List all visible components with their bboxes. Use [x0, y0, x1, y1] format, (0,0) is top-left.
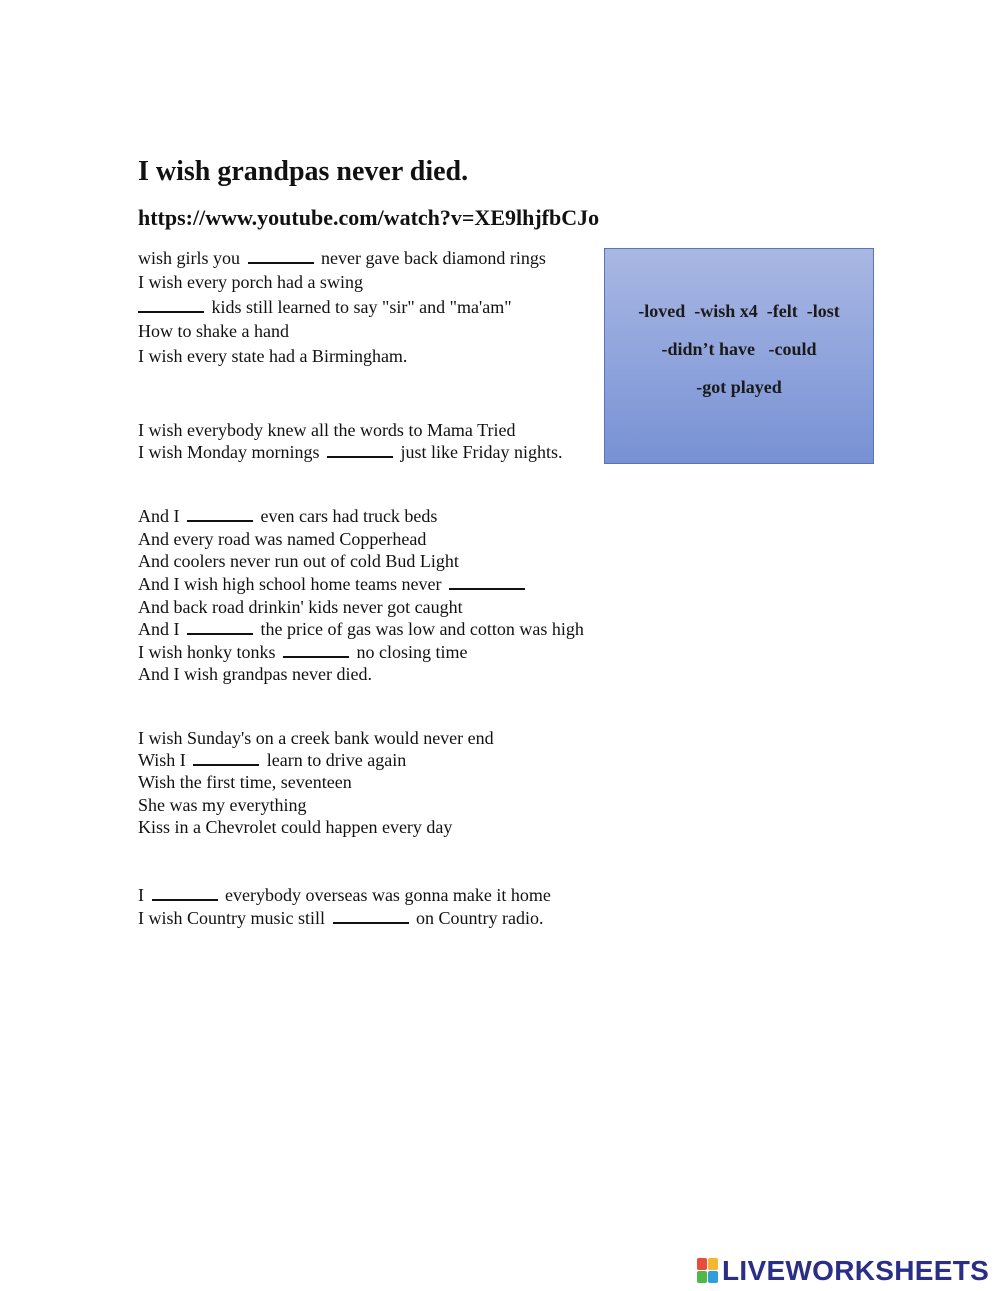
- lyric-text: wish girls you: [138, 248, 245, 268]
- answer-blank[interactable]: [248, 248, 314, 264]
- lyric-text: I wish Country music still: [138, 908, 330, 928]
- logo-block: [708, 1271, 718, 1283]
- lyric-line: How to shake a hand: [138, 321, 289, 341]
- lyric-line: And every road was named Copperhead: [138, 529, 427, 549]
- answer-blank[interactable]: [449, 574, 525, 590]
- word-bank-line: -got played: [696, 377, 782, 397]
- lyric-text: I wish honky tonks: [138, 642, 281, 662]
- lyric-text: I wish Monday mornings: [138, 442, 324, 462]
- lyric-text: learn to drive again: [262, 750, 407, 770]
- liveworksheets-logo: [697, 1256, 989, 1286]
- lyric-line: She was my everything: [138, 795, 307, 815]
- lyric-text: kids still learned to say "sir" and "ma'am": [207, 297, 512, 317]
- lyric-line: [138, 907, 544, 929]
- lyric-line: Wish the first time, seventeen: [138, 772, 352, 792]
- lyric-text: And I wish high school home teams never: [138, 574, 446, 594]
- lyric-text: never gave back diamond rings: [316, 248, 546, 268]
- word-bank-line: -didn’t have -could: [661, 339, 817, 359]
- lyric-text: everybody overseas was gonna make it home: [220, 885, 551, 905]
- lyric-line: [138, 618, 584, 640]
- lyric-text: just like Friday nights.: [396, 442, 563, 462]
- lyric-line: [138, 884, 551, 906]
- lyric-line: I wish everybody knew all the words to Mama Tried: [138, 420, 516, 440]
- answer-blank[interactable]: [193, 750, 259, 766]
- lyric-line: [138, 441, 563, 463]
- word-bank: [604, 248, 874, 464]
- worksheet-title: I wish grandpas never died.: [138, 156, 469, 187]
- lyric-text: And I: [138, 506, 184, 526]
- answer-blank[interactable]: [187, 506, 253, 522]
- lyric-line: [138, 296, 512, 318]
- lyric-line: Kiss in a Chevrolet could happen every day: [138, 817, 453, 837]
- lyric-text: on Country radio.: [411, 908, 544, 928]
- lyric-line: [138, 505, 437, 527]
- logo-block: [697, 1258, 707, 1270]
- lyric-line: [138, 573, 528, 595]
- liveworksheets-logo-text: LIVEWORKSHEETS: [722, 1255, 990, 1286]
- liveworksheets-logo-icon: [697, 1258, 719, 1284]
- lyric-line: [138, 641, 468, 663]
- answer-blank[interactable]: [138, 297, 204, 313]
- answer-blank[interactable]: [333, 908, 409, 924]
- lyric-line: And back road drinkin' kids never got caught: [138, 597, 463, 617]
- answer-blank[interactable]: [187, 619, 253, 635]
- lyric-line: I wish every porch had a swing: [138, 272, 363, 292]
- lyric-line: [138, 247, 546, 269]
- lyric-text: And I: [138, 619, 184, 639]
- lyric-text: no closing time: [352, 642, 468, 662]
- lyric-text: Wish I: [138, 750, 191, 770]
- lyric-line: And coolers never run out of cold Bud Light: [138, 551, 459, 571]
- lyric-text: I: [138, 885, 149, 905]
- answer-blank[interactable]: [152, 885, 218, 901]
- logo-block: [708, 1258, 718, 1270]
- word-bank-line: -loved -wish x4 -felt -lost: [638, 301, 840, 321]
- logo-block: [697, 1271, 707, 1283]
- lyric-line: And I wish grandpas never died.: [138, 664, 372, 684]
- youtube-url[interactable]: https://www.youtube.com/watch?v=XE9lhjfbCJo: [138, 205, 600, 230]
- lyric-line: [138, 749, 406, 771]
- lyric-line: I wish every state had a Birmingham.: [138, 346, 408, 366]
- lyric-text: the price of gas was low and cotton was high: [256, 619, 584, 639]
- lyric-text: even cars had truck beds: [256, 506, 438, 526]
- lyric-line: I wish Sunday's on a creek bank would never end: [138, 728, 494, 748]
- answer-blank[interactable]: [283, 642, 349, 658]
- answer-blank[interactable]: [327, 442, 393, 458]
